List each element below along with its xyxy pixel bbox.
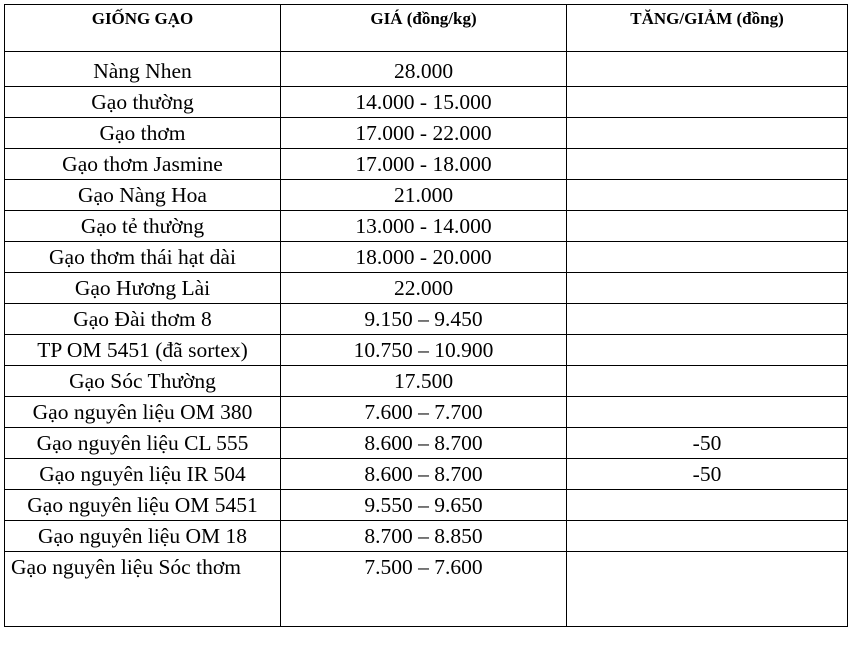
table-row (5, 304, 848, 335)
variety-cell: Gạo nguyên liệu IR 504 (5, 459, 281, 490)
table-row (5, 87, 848, 118)
price-cell: 17.500 (281, 366, 567, 397)
price-cell: 8.700 – 8.850 (281, 521, 567, 552)
table-row (5, 273, 848, 304)
change-cell (567, 211, 848, 242)
table-row (5, 459, 848, 490)
variety-cell: Gạo Sóc Thường (5, 366, 281, 397)
change-cell (567, 242, 848, 273)
table-row (5, 521, 848, 552)
price-cell: 28.000 (281, 52, 567, 87)
price-cell: 22.000 (281, 273, 567, 304)
price-cell: 8.600 – 8.700 (281, 428, 567, 459)
variety-cell: Gạo Nàng Hoa (5, 180, 281, 211)
change-cell (567, 490, 848, 521)
price-cell: 7.500 – 7.600 (281, 552, 567, 627)
price-cell: 8.600 – 8.700 (281, 459, 567, 490)
price-cell: 18.000 - 20.000 (281, 242, 567, 273)
table-row (5, 335, 848, 366)
variety-cell: Gạo nguyên liệu OM 18 (5, 521, 281, 552)
change-cell (567, 335, 848, 366)
table-row (5, 52, 848, 87)
table-row (5, 180, 848, 211)
table-row (5, 242, 848, 273)
variety-cell: Gạo nguyên liệu OM 5451 (5, 490, 281, 521)
change-cell (567, 118, 848, 149)
change-cell (567, 366, 848, 397)
change-cell (567, 397, 848, 428)
price-cell: 13.000 - 14.000 (281, 211, 567, 242)
variety-cell: TP OM 5451 (đã sortex) (5, 335, 281, 366)
table-row (5, 428, 848, 459)
variety-cell: Gạo tẻ thường (5, 211, 281, 242)
change-cell (567, 87, 848, 118)
variety-cell: Gạo nguyên liệu OM 380 (5, 397, 281, 428)
change-cell (567, 52, 848, 87)
variety-cell: Gạo thơm Jasmine (5, 149, 281, 180)
table-row (5, 490, 848, 521)
change-cell: -50 (567, 459, 848, 490)
variety-cell: Gạo Hương Lài (5, 273, 281, 304)
header-row (5, 5, 848, 52)
change-cell (567, 552, 848, 627)
change-cell: -50 (567, 428, 848, 459)
header-variety: GIỐNG GẠO (5, 5, 281, 52)
change-cell (567, 273, 848, 304)
variety-cell: Gạo nguyên liệu CL 555 (5, 428, 281, 459)
price-cell: 9.550 – 9.650 (281, 490, 567, 521)
table-row (5, 211, 848, 242)
change-cell (567, 180, 848, 211)
price-cell: 17.000 - 18.000 (281, 149, 567, 180)
table-row (5, 149, 848, 180)
rice-price-table (4, 4, 848, 627)
change-cell (567, 304, 848, 335)
variety-cell: Gạo Đài thơm 8 (5, 304, 281, 335)
price-cell: 7.600 – 7.700 (281, 397, 567, 428)
change-cell (567, 521, 848, 552)
variety-cell: Gạo thơm thái hạt dài (5, 242, 281, 273)
header-change: TĂNG/GIẢM (đồng) (567, 5, 848, 52)
price-cell: 9.150 – 9.450 (281, 304, 567, 335)
table-row (5, 397, 848, 428)
price-cell: 14.000 - 15.000 (281, 87, 567, 118)
table-row (5, 366, 848, 397)
table-row (5, 552, 848, 627)
price-cell: 17.000 - 22.000 (281, 118, 567, 149)
variety-cell: Gạo thơm (5, 118, 281, 149)
price-cell: 10.750 – 10.900 (281, 335, 567, 366)
variety-cell: Gạo nguyên liệu Sóc thơm (5, 552, 281, 627)
table-row (5, 118, 848, 149)
price-cell: 21.000 (281, 180, 567, 211)
variety-cell: Nàng Nhen (5, 52, 281, 87)
change-cell (567, 149, 848, 180)
header-price: GIÁ (đồng/kg) (281, 5, 567, 52)
variety-cell: Gạo thường (5, 87, 281, 118)
